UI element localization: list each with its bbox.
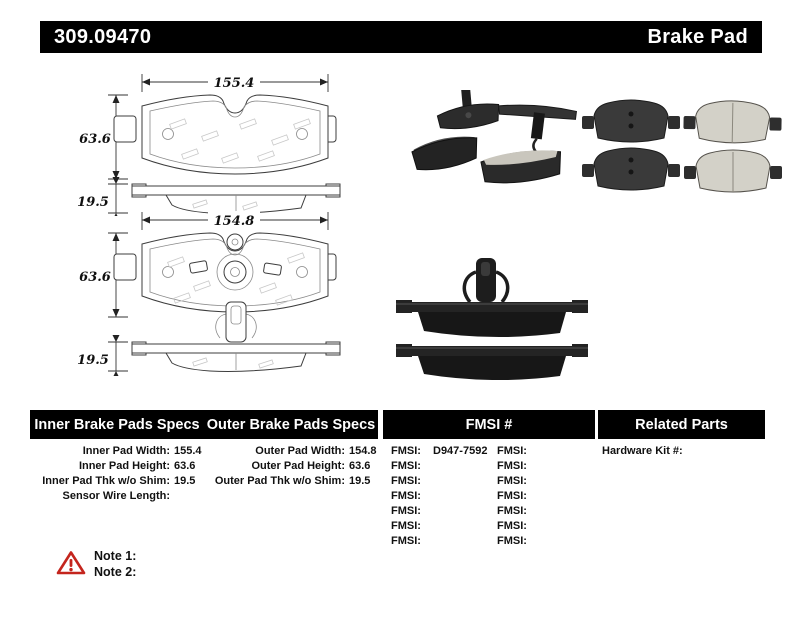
outer-pad-drawing bbox=[70, 206, 360, 376]
note-line: Note 2: bbox=[94, 564, 137, 579]
edge-view-top-pad bbox=[396, 300, 588, 337]
fmsi-row: FMSI: bbox=[497, 535, 527, 547]
related-parts-title: Related Parts bbox=[635, 416, 728, 433]
brake-pads-flat-photo bbox=[578, 94, 783, 194]
brake-pads-edge-photo bbox=[390, 252, 595, 380]
related-parts-table bbox=[602, 444, 687, 459]
outer-pad-front-view bbox=[114, 233, 336, 312]
specs-header-bar bbox=[30, 410, 378, 439]
note-line: Note 1: bbox=[94, 549, 137, 563]
fmsi-row: FMSI: bbox=[391, 505, 421, 517]
outer-width-dimension bbox=[142, 211, 328, 230]
spec-row: Inner Pad Width: 155.4 bbox=[82, 445, 202, 457]
fmsi-row: FMSI: bbox=[391, 460, 421, 472]
svg-text:19.5: 19.5 bbox=[77, 195, 109, 210]
inner-pad-front-view bbox=[114, 95, 336, 174]
svg-text:155.4: 155.4 bbox=[213, 76, 255, 91]
edge-view-bottom-pad bbox=[396, 344, 588, 380]
inner-specs-table bbox=[32, 444, 202, 504]
inner-width-dimension bbox=[142, 73, 328, 92]
spec-row: Hardware Kit #: bbox=[602, 445, 683, 457]
spec-row: Sensor Wire Length: bbox=[62, 490, 170, 502]
fmsi-row: FMSI: bbox=[391, 535, 421, 547]
title-bar bbox=[40, 21, 762, 53]
notes-section bbox=[94, 549, 136, 580]
spec-row: Outer Pad Height: 63.6 bbox=[251, 460, 371, 472]
fmsi-row: FMSI: bbox=[497, 445, 527, 457]
fmsi-row: FMSI: bbox=[497, 460, 527, 472]
fmsi-header-bar bbox=[383, 410, 595, 439]
fmsi-row: FMSI: bbox=[391, 475, 421, 487]
svg-text:63.6: 63.6 bbox=[79, 132, 111, 147]
brake-pads-angled-photo bbox=[408, 90, 583, 190]
spec-row: Outer Pad Width: 154.8 bbox=[255, 445, 377, 457]
outer-specs-table bbox=[207, 444, 377, 489]
svg-text:154.8: 154.8 bbox=[213, 214, 255, 229]
fmsi-table-column-2 bbox=[497, 444, 539, 549]
spec-row: Outer Pad Thk w/o Shim: 19.5 bbox=[214, 475, 371, 487]
fmsi-row: FMSI: bbox=[497, 520, 527, 532]
fmsi-row: FMSI: bbox=[497, 505, 527, 517]
fmsi-row: FMSI: bbox=[497, 490, 527, 502]
spec-row: Inner Pad Height: 63.6 bbox=[78, 460, 196, 472]
fmsi-row: FMSI: D947-7592 bbox=[391, 445, 488, 457]
svg-text:19.5: 19.5 bbox=[77, 353, 109, 368]
fmsi-table-column-1 bbox=[391, 444, 487, 549]
warning-triangle-icon bbox=[56, 550, 86, 576]
fmsi-title: FMSI # bbox=[465, 416, 513, 433]
page-title: Brake Pad bbox=[647, 25, 748, 48]
related-parts-header-bar bbox=[598, 410, 765, 439]
part-number: 309.09470 bbox=[54, 25, 152, 48]
spec-row: Inner Pad Thk w/o Shim: 19.5 bbox=[42, 475, 196, 487]
svg-text:63.6: 63.6 bbox=[79, 270, 111, 285]
fmsi-row: FMSI: bbox=[497, 475, 527, 487]
outer-thickness-dimension bbox=[74, 335, 128, 376]
outer-specs-title: Outer Brake Pads Specs bbox=[206, 416, 376, 433]
outer-pad-side-view bbox=[132, 302, 340, 371]
inner-pad-drawing bbox=[70, 66, 360, 216]
fmsi-row: FMSI: bbox=[391, 520, 421, 532]
inner-specs-title: Inner Brake Pads Specs bbox=[34, 416, 200, 433]
fmsi-row: FMSI: bbox=[391, 490, 421, 502]
